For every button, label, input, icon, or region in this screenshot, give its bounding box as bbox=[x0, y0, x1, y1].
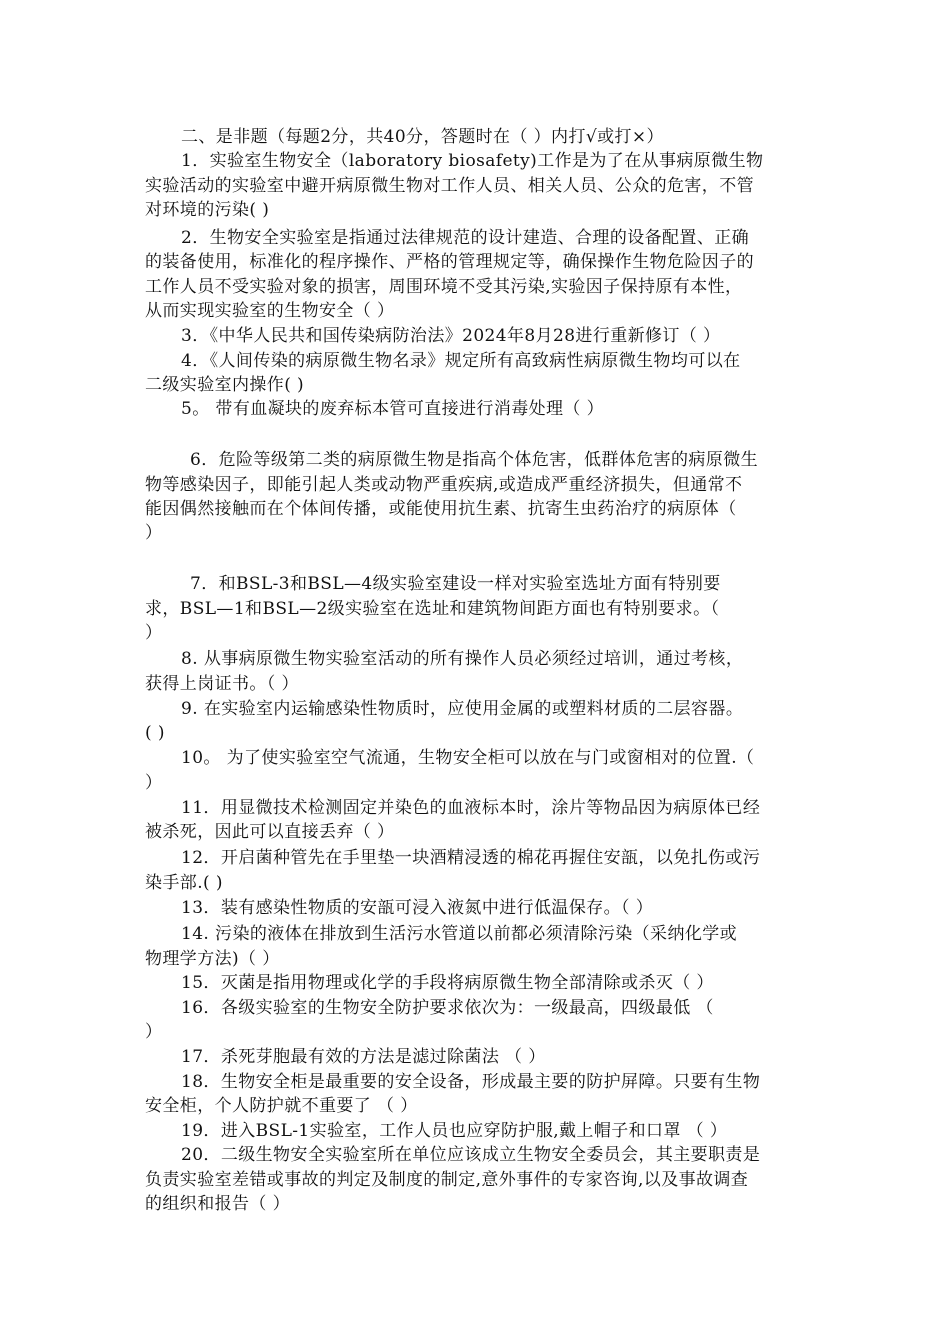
question-line: 15．灭菌是指用物理或化学的手段将病原微生物全部清除或杀灭（ ） bbox=[181, 973, 714, 993]
question-line: 8. 从事病原微生物实验室活动的所有操作人员必须经过培训，通过考核， bbox=[181, 649, 744, 669]
question-line: 11．用显微技术检测固定并染色的血液标本时，涂片等物品因为病原体已经 bbox=[181, 798, 761, 818]
question-line: 物理学方法)（ ） bbox=[145, 949, 280, 969]
section-title: 二、是非题（每题2分，共40分，答题时在（ ）内打√或打×） bbox=[181, 127, 664, 147]
question-line: 19．进入BSL-1实验室，工作人员也应穿防护服,戴上帽子和口罩 （ ） bbox=[181, 1121, 728, 1141]
question-line: 12．开启菌种管先在手里垫一块酒精浸透的棉花再握住安瓿，以免扎伤或污 bbox=[181, 848, 761, 868]
question-line: 9. 在实验室内运输感染性物质时，应使用金属的或塑料材质的二层容器。 bbox=[181, 699, 744, 719]
question-line: 染手部.( ) bbox=[145, 873, 223, 893]
question-line: 负责实验室差错或事故的判定及制度的制定,意外事件的专家咨询,以及事故调查 bbox=[145, 1170, 749, 1190]
question-line: 13．装有感染性物质的安瓿可浸入液氮中进行低温保存。（ ） bbox=[181, 898, 654, 918]
question-line: 7．和BSL-3和BSL—4级实验室建设一样对实验室选址方面有特别要 bbox=[190, 574, 721, 594]
question-line: 3．《中华人民共和国传染病防治法》2024年8月28进行重新修订（ ） bbox=[181, 326, 721, 346]
question-line: 4．《人间传染的病原微生物名录》规定所有高致病性病原微生物均可以在 bbox=[181, 351, 741, 371]
question-line: 的组织和报告（ ） bbox=[145, 1194, 291, 1214]
question-line: 求，BSL—1和BSL—2级实验室在选址和建筑物间距方面也有特别要求。（ bbox=[145, 599, 720, 619]
question-line: 从而实现实验室的生物安全（ ） bbox=[145, 301, 395, 321]
question-line: ） bbox=[145, 773, 163, 793]
question-line: 二级实验室内操作( ) bbox=[145, 375, 305, 395]
question-line: 的装备使用，标准化的程序操作、严格的管理规定等，确保操作生物危险因子的 bbox=[145, 252, 754, 272]
question-line: ） bbox=[145, 523, 163, 543]
question-line: 2．生物安全实验室是指通过法律规范的设计建造、合理的设备配置、正确 bbox=[181, 228, 750, 248]
question-line: ( ) bbox=[145, 723, 165, 743]
question-line: ） bbox=[145, 1022, 163, 1042]
question-line: 对环境的污染( ) bbox=[145, 200, 270, 220]
question-line: 6．危险等级第二类的病原微生物是指高个体危害，低群体危害的病原微生 bbox=[190, 450, 759, 470]
question-line: 1．实验室生物安全（laboratory biosafety)工作是为了在从事病原微生物 bbox=[181, 151, 764, 171]
question-line: 工作人员不受实验对象的损害，周围环境不受其污染,实验因子保持原有本性， bbox=[145, 277, 743, 297]
question-line: 14. 污染的液体在排放到生活污水管道以前都必须清除污染（采纳化学或 bbox=[181, 924, 738, 944]
question-line: 被杀死，因此可以直接丢弃（ ） bbox=[145, 822, 395, 842]
question-line: 物等感染因子，即能引起人类或动物严重疾病,或造成严重经济损失，但通常不 bbox=[145, 475, 743, 495]
question-line: 获得上岗证书。（ ） bbox=[145, 674, 299, 694]
question-line: 20．二级生物安全实验室所在单位应该成立生物安全委员会，其主要职责是 bbox=[181, 1145, 761, 1165]
question-line: 安全柜，个人防护就不重要了 （ ） bbox=[145, 1096, 418, 1116]
question-line: 10。 为了使实验室空气流通，生物安全柜可以放在与门或窗相对的位置.（ bbox=[181, 748, 755, 768]
question-line: 17．杀死芽胞最有效的方法是滤过除菌法 （ ） bbox=[181, 1047, 546, 1067]
question-line: 能因偶然接触而在个体间传播，或能使用抗生素、抗寄生虫药治疗的病原体（ bbox=[145, 499, 737, 519]
question-line: 5。 带有血凝块的废弃标本管可直接进行消毒处理（ ） bbox=[181, 399, 605, 419]
question-line: 18．生物安全柜是最重要的安全设备，形成最主要的防护屏障。只要有生物 bbox=[181, 1072, 761, 1092]
question-line: ） bbox=[145, 623, 163, 643]
question-line: 实验活动的实验室中避开病原微生物对工作人员、相关人员、公众的危害，不管 bbox=[145, 176, 754, 196]
question-line: 16．各级实验室的生物安全防护要求依次为：一级最高，四级最低 （ bbox=[181, 998, 714, 1018]
